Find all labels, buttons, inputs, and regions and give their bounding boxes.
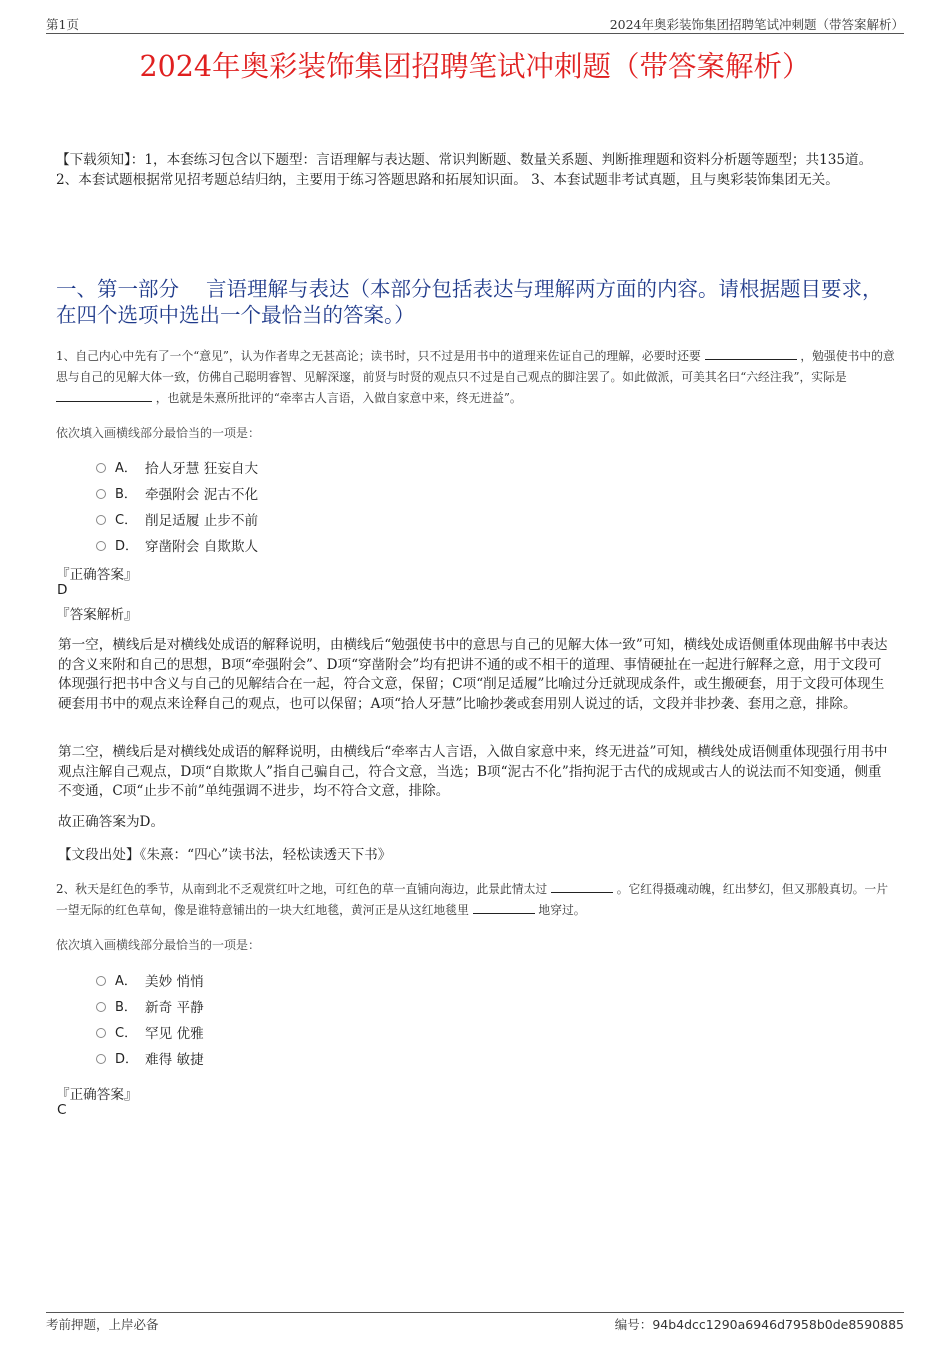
option-text: 穿凿附会 自欺欺人 — [145, 539, 259, 555]
document-code — [615, 1315, 904, 1333]
question-2-text — [56, 879, 896, 921]
option-letter: B． — [115, 1000, 137, 1015]
fill-blank[interactable] — [473, 901, 535, 914]
running-title: 2024年奥彩装饰集团招聘笔试冲刺题（带答案解析） — [609, 17, 904, 32]
analysis-conclusion: 故正确答案为D。 — [58, 814, 165, 830]
option-letter: A． — [115, 461, 137, 476]
option-a[interactable] — [96, 457, 496, 483]
option-b[interactable] — [96, 483, 496, 509]
radio-icon[interactable] — [96, 515, 106, 525]
option-d[interactable] — [96, 1048, 496, 1074]
analysis-label: 『答案解析』 — [56, 607, 138, 623]
question-1-text-part-a: 1、自己内心中先有了一个“意见”，认为作者卑之无甚高论；读书时，只不过是用书中的道理来佐证自己的理解，必要时还要 — [56, 349, 701, 363]
question-1-text — [56, 346, 896, 409]
option-letter: B． — [115, 487, 137, 502]
radio-icon[interactable] — [96, 1028, 106, 1038]
footer-slogan: 考前押题，上岸必备 — [46, 1317, 159, 1332]
option-letter: C． — [115, 1026, 138, 1041]
option-text: 难得 敏捷 — [145, 1052, 204, 1068]
page-footer — [46, 1312, 904, 1333]
option-c[interactable] — [96, 1022, 496, 1048]
fill-blank[interactable] — [705, 347, 797, 360]
radio-icon[interactable] — [96, 489, 106, 499]
fill-blank[interactable] — [551, 880, 613, 893]
radio-icon[interactable] — [96, 541, 106, 551]
fill-blank[interactable] — [56, 389, 152, 402]
question-2-text-part-c: 地穿过。 — [538, 903, 586, 917]
question-1-options — [96, 457, 496, 561]
correct-answer-label: 『正确答案』 — [56, 567, 138, 583]
option-c[interactable] — [96, 509, 496, 535]
option-letter: D． — [115, 1052, 139, 1067]
page-number: 第1页 — [46, 17, 79, 32]
question-2-options — [96, 970, 496, 1074]
option-text: 美妙 悄悄 — [145, 974, 204, 990]
option-d[interactable] — [96, 535, 496, 561]
source-citation: 【文段出处】《朱熹：“四心”读书法，轻松读透天下书》 — [58, 847, 392, 863]
option-text: 拾人牙慧 狂妄自大 — [145, 461, 259, 477]
correct-answer: C — [57, 1102, 67, 1118]
section-title: 一、第一部分 言语理解与表达（本部分包括表达与理解两方面的内容。请根据题目要求，在四个选项中选出一个最恰当的答案。） — [56, 277, 883, 327]
option-a[interactable] — [96, 970, 496, 996]
page-header — [46, 13, 904, 34]
document-code-label: 编号： — [614, 1317, 653, 1332]
document-code-value: 94b4dcc1290a6946d7958b0de8590885 — [652, 1317, 904, 1332]
option-b[interactable] — [96, 996, 496, 1022]
option-letter: A． — [115, 974, 137, 989]
document-title: 2024年奥彩装饰集团招聘笔试冲刺题（带答案解析） — [139, 50, 811, 83]
option-text: 新奇 平静 — [145, 1000, 204, 1016]
option-letter: D． — [115, 539, 139, 554]
analysis-paragraph-2: 第二空，横线后是对横线处成语的解释说明，由横线后“牵率古人言语，入做自家意中来，终无进益”可知，横线处成语侧重体现强行用书中观点注解自己观点，D项“自欺欺人”指自己骗自己，符合文意，当选；B项“泥古不化”指拘泥于古代的成规或古人的说法而不知变通，侧重不变通，C项“止步不前”单纯强调不进步，均不符合文意，排除。 — [58, 744, 888, 799]
question-1-text-part-c: ，也就是朱熹所批评的“牵率古人言语，入做自家意中来，终无进益”。 — [155, 391, 522, 405]
question-2-prompt: 依次填入画横线部分最恰当的一项是： — [56, 938, 261, 952]
question-2-text-part-a: 2、秋天是红色的季节，从南到北不乏观赏红叶之地，可红色的草一直铺向海边，此景此情太过 — [56, 882, 548, 896]
option-letter: C． — [115, 513, 138, 528]
radio-icon[interactable] — [96, 463, 106, 473]
option-text: 牵强附会 泥古不化 — [145, 487, 259, 503]
question-1-text-part-b: ，勉强使书中的意思与自己的见解大体一致，仿佛自己聪明睿智、见解深邃，前贤与时贤的观点只不过是自己观点的脚注罢了。如此做派，可美其名曰“六经注我”，实际是 — [56, 349, 895, 384]
download-notice: 【下载须知】：1，本套练习包含以下题型：言语理解与表达题、常识判断题、数量关系题、判断推理题和资料分析题等题型；共135道。 2、本套试题根据常见招考题总结归纳，主要用于练习答题思路和拓展知识面。 3、本套试题非考试真题，且与奥彩装饰集团无关。 — [56, 152, 873, 188]
radio-icon[interactable] — [96, 1002, 106, 1012]
question-1-prompt: 依次填入画横线部分最恰当的一项是： — [56, 426, 261, 440]
correct-answer: D — [57, 582, 68, 598]
option-text: 削足适履 止步不前 — [145, 513, 259, 529]
option-text: 罕见 优雅 — [145, 1026, 204, 1042]
question-2-text-part-b: 。它红得摄魂动魄，红出梦幻，但又那般真切。一片一望无际的红色草甸，像是谁特意铺出的一块大红地毯，黄河正是从这红地毯里 — [56, 882, 889, 917]
radio-icon[interactable] — [96, 976, 106, 986]
correct-answer-label: 『正确答案』 — [56, 1087, 138, 1103]
radio-icon[interactable] — [96, 1054, 106, 1064]
analysis-paragraph-1: 第一空，横线后是对横线处成语的解释说明，由横线后“勉强使书中的意思与自己的见解大体一致”可知，横线处成语侧重体现曲解书中表达的含义来附和自己的思想，B项“牵强附会”、D项“穿凿附会”均有把讲不通的或不相干的道理、事情硬扯在一起进行解释之意，用于文段可体现强行把书中含义与自己的见解结合在一起，符合文意，保留；C项“削足适履”比喻过分迁就现成条件，或生搬硬套，用于文段可体现生硬套用书中的观点来诠释自己的观点，也可以保留；A项“拾人牙慧”比喻抄袭或套用别人说过的话，文段并非抄袭、套用之意，排除。 — [58, 637, 888, 712]
